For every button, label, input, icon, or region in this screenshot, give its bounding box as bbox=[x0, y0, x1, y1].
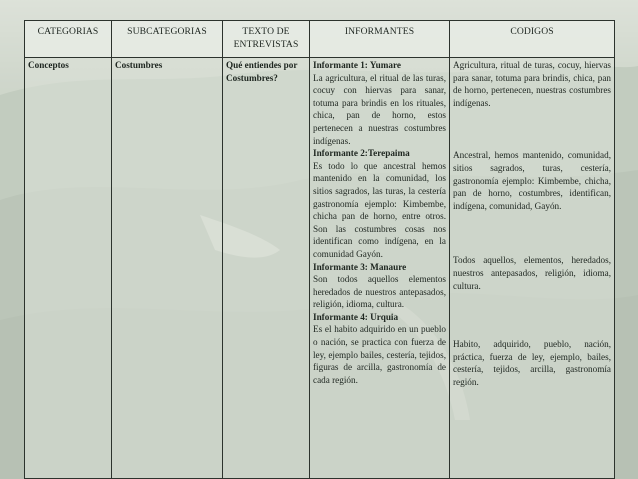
informante-4-name: Informante 4: Urquia bbox=[313, 311, 399, 322]
header-texto-entrevistas: TEXTO DE ENTREVISTAS bbox=[223, 21, 310, 58]
codigo-1: Agricultura, ritual de turas, cocuy, hiervas para sanar, totuma para brindis, chica, pan de horno, pertenecen, nuestras costumbres indígenas. bbox=[453, 60, 611, 108]
informante-3-name: Informante 3: Manaure bbox=[313, 261, 407, 272]
table-header-row bbox=[25, 21, 615, 58]
categories-table bbox=[24, 20, 615, 479]
informante-1 bbox=[313, 59, 446, 147]
header-codigos: CODIGOS bbox=[450, 21, 615, 58]
cell-subcategoria: Costumbres bbox=[112, 58, 223, 479]
header-subcategorias: SUBCATEGORIAS bbox=[112, 21, 223, 58]
informante-2-text: Es todo lo que ancestral hemos mantenido en la comunidad, los sitios sagrados, las turas, la cestería gastronomía ejemplo: Kimbembe, chicha pan de horno, entre otros. Son las costumbres cosas nos identifican como indígena, en la comunidad Gayón. bbox=[313, 160, 446, 259]
cell-informantes bbox=[310, 58, 450, 479]
codigo-4: Habito, adquirido, pueblo, nación, práctica, fuerza de ley, ejemplo, bailes, cestería, tejidos, arcilla, gastronomía región. bbox=[453, 339, 611, 387]
informante-4 bbox=[313, 311, 446, 387]
informante-1-text: La agricultura, el ritual de las turas, cocuy con hiervas para sanar, totuma para brindis en los rituales, chica, pan de horno, estos pertenecen a nuestras costumbres indígenas. bbox=[313, 72, 446, 146]
informante-2 bbox=[313, 147, 446, 260]
cell-pregunta: Qué entiendes por Costumbres? bbox=[223, 58, 310, 479]
codigo-2: Ancestral, hemos mantenido, comunidad, sitios sagrados, turas, cestería, gastronomía ejemplo: Kimbembe, chicha, pan de horno, costumbres, identifican, indígena, comunidad, Gayón. bbox=[453, 150, 611, 211]
informante-4-text: Es el habito adquirido en un pueblo o nación, se practica con fuerza de ley, ejemplo bailes, cestería, tejidos, figuras de arcilla, gastronomía de cada región. bbox=[313, 324, 446, 385]
informante-3-text: Son todos aquellos elementos heredados de nuestros antepasados, religión, idioma, cultura. bbox=[313, 274, 446, 310]
table-row bbox=[25, 58, 615, 479]
codigo-3: Todos aquellos, elementos, heredados, nuestros antepasados, religión, idioma, cultura. bbox=[453, 255, 611, 291]
informante-1-name: Informante 1: Yumare bbox=[313, 60, 401, 70]
header-informantes: INFORMANTES bbox=[310, 21, 450, 58]
cell-categoria: Conceptos bbox=[25, 58, 112, 479]
cell-codigos bbox=[450, 58, 615, 479]
informante-3 bbox=[313, 261, 446, 311]
header-categorias: CATEGORIAS bbox=[25, 21, 112, 58]
informante-2-name: Informante 2:Terepaima bbox=[313, 148, 410, 159]
